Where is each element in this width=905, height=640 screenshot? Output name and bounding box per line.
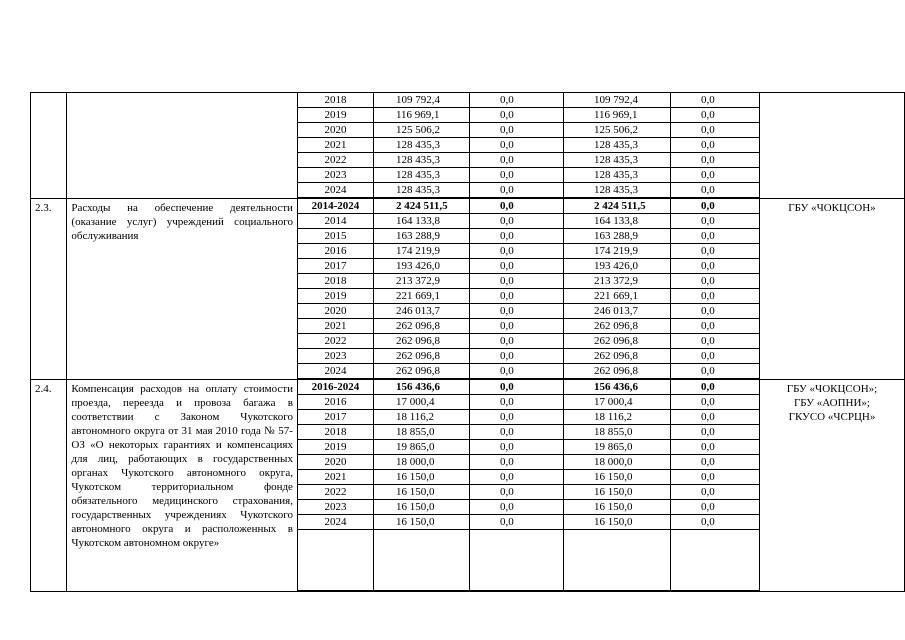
year-row — [298, 470, 759, 485]
executor-line: ГБУ «ЧОКЦСОН» — [788, 202, 876, 214]
value-cell: 0,0 — [469, 199, 563, 214]
total-cell: 262 096,8 — [373, 364, 469, 379]
value-cell: 16 150,0 — [563, 500, 670, 515]
executor-line: ГБУ «ЧОКЦСОН»; — [786, 383, 878, 395]
total-cell: 163 288,9 — [373, 229, 469, 244]
year-cell: 2022 — [298, 485, 374, 500]
total-cell: 128 435,3 — [373, 183, 469, 198]
value-cell: 16 150,0 — [563, 515, 670, 530]
value-cell: 193 426,0 — [563, 259, 670, 274]
year-cell: 2018 — [298, 93, 374, 108]
funding-values — [297, 93, 759, 199]
empty-cell — [373, 530, 469, 591]
year-cell: 2020 — [298, 123, 374, 138]
value-cell: 0,0 — [469, 183, 563, 198]
value-cell: 0,0 — [670, 123, 759, 138]
year-row — [298, 319, 759, 334]
total-cell: 174 219,9 — [373, 244, 469, 259]
value-cell: 0,0 — [469, 108, 563, 123]
value-cell: 0,0 — [469, 500, 563, 515]
value-cell: 0,0 — [670, 485, 759, 500]
year-row — [298, 515, 759, 530]
year-row — [298, 183, 759, 198]
total-cell: 16 150,0 — [373, 470, 469, 485]
value-cell: 0,0 — [469, 349, 563, 364]
empty-cell — [469, 530, 563, 591]
value-cell: 0,0 — [670, 319, 759, 334]
year-row — [298, 259, 759, 274]
executor — [759, 199, 904, 380]
empty-cell — [563, 530, 670, 591]
executor-line: ГКУСО «ЧСРЦН» — [788, 411, 876, 423]
year-cell: 2019 — [298, 440, 374, 455]
value-cell: 2 424 511,5 — [563, 199, 670, 214]
year-cell: 2023 — [298, 168, 374, 183]
total-cell: 116 969,1 — [373, 108, 469, 123]
year-cell: 2023 — [298, 349, 374, 364]
year-row — [298, 138, 759, 153]
value-cell: 0,0 — [469, 138, 563, 153]
value-cell: 0,0 — [469, 214, 563, 229]
year-cell: 2021 — [298, 319, 374, 334]
item-name — [67, 93, 298, 199]
total-cell: 2 424 511,5 — [373, 199, 469, 214]
total-cell: 16 150,0 — [373, 500, 469, 515]
total-cell: 164 133,8 — [373, 214, 469, 229]
value-cell: 128 435,3 — [563, 183, 670, 198]
item-name: Компенсация расходов на оплату стоимости проезда, переезда и провоза багажа в соответствии с Законом Чукотского автономного округа от 31 мая 2010 года № 57-ОЗ «О некоторых гарантиях и компенсациях для лиц, работающих в государственных органах Чукотского автономного округа, Чукотском территориальном фонде обязательного медицинского страхования, государственных учреждениях Чукотского автономного округа и расположенных в Чукотском автономном округе» — [67, 380, 298, 592]
value-cell: 0,0 — [670, 425, 759, 440]
value-cell: 0,0 — [670, 395, 759, 410]
year-row — [298, 410, 759, 425]
empty-row — [298, 530, 759, 591]
value-cell: 0,0 — [670, 410, 759, 425]
value-cell: 0,0 — [469, 380, 563, 395]
value-cell: 0,0 — [670, 153, 759, 168]
empty-cell — [670, 530, 759, 591]
executor-line: ГБУ «АОПНИ»; — [793, 397, 870, 409]
total-cell: 128 435,3 — [373, 153, 469, 168]
year-row — [298, 304, 759, 319]
value-cell: 0,0 — [469, 455, 563, 470]
value-cell: 0,0 — [469, 319, 563, 334]
item-number: 2.4. — [31, 380, 67, 592]
value-cell: 18 116,2 — [563, 410, 670, 425]
year-cell: 2017 — [298, 410, 374, 425]
value-cell: 0,0 — [670, 214, 759, 229]
total-cell: 246 013,7 — [373, 304, 469, 319]
year-cell: 2024 — [298, 183, 374, 198]
value-cell: 125 506,2 — [563, 123, 670, 138]
year-cell: 2022 — [298, 153, 374, 168]
year-cell: 2017 — [298, 259, 374, 274]
table-row — [31, 93, 905, 199]
year-cell: 2020 — [298, 304, 374, 319]
value-cell: 0,0 — [670, 500, 759, 515]
value-cell: 0,0 — [469, 470, 563, 485]
total-cell: 18 000,0 — [373, 455, 469, 470]
year-cell: 2016 — [298, 395, 374, 410]
value-cell: 0,0 — [670, 289, 759, 304]
total-cell: 262 096,8 — [373, 334, 469, 349]
value-cell: 16 150,0 — [563, 470, 670, 485]
total-cell: 221 669,1 — [373, 289, 469, 304]
total-cell: 19 865,0 — [373, 440, 469, 455]
total-cell: 262 096,8 — [373, 349, 469, 364]
item-number — [31, 93, 67, 199]
value-cell: 0,0 — [670, 380, 759, 395]
value-cell: 163 288,9 — [563, 229, 670, 244]
value-cell: 109 792,4 — [563, 93, 670, 108]
value-cell: 0,0 — [670, 108, 759, 123]
empty-cell — [298, 530, 374, 591]
value-cell: 0,0 — [670, 349, 759, 364]
value-cell: 19 865,0 — [563, 440, 670, 455]
year-cell: 2019 — [298, 108, 374, 123]
total-cell: 18 855,0 — [373, 425, 469, 440]
value-cell: 0,0 — [469, 515, 563, 530]
value-cell: 0,0 — [469, 425, 563, 440]
year-row — [298, 108, 759, 123]
total-cell: 128 435,3 — [373, 168, 469, 183]
value-cell: 0,0 — [670, 259, 759, 274]
year-row — [298, 425, 759, 440]
item-number: 2.3. — [31, 199, 67, 380]
total-cell: 109 792,4 — [373, 93, 469, 108]
value-cell: 0,0 — [670, 168, 759, 183]
value-cell: 128 435,3 — [563, 153, 670, 168]
value-cell: 128 435,3 — [563, 168, 670, 183]
year-row — [298, 199, 759, 214]
value-cell: 0,0 — [469, 229, 563, 244]
value-cell: 16 150,0 — [563, 485, 670, 500]
value-cell: 0,0 — [469, 153, 563, 168]
value-cell: 0,0 — [469, 123, 563, 138]
value-cell: 0,0 — [670, 183, 759, 198]
year-row — [298, 229, 759, 244]
year-row — [298, 395, 759, 410]
year-row — [298, 349, 759, 364]
value-cell: 0,0 — [469, 395, 563, 410]
total-cell: 16 150,0 — [373, 485, 469, 500]
year-cell: 2021 — [298, 470, 374, 485]
table-row — [31, 380, 905, 592]
value-cell: 0,0 — [670, 440, 759, 455]
value-cell: 156 436,6 — [563, 380, 670, 395]
year-cell: 2024 — [298, 515, 374, 530]
year-row — [298, 500, 759, 515]
value-cell: 221 669,1 — [563, 289, 670, 304]
year-row — [298, 123, 759, 138]
value-cell: 0,0 — [670, 364, 759, 379]
value-cell: 0,0 — [670, 229, 759, 244]
value-cell: 0,0 — [670, 138, 759, 153]
value-cell: 116 969,1 — [563, 108, 670, 123]
value-cell: 0,0 — [469, 440, 563, 455]
year-row — [298, 168, 759, 183]
year-cell: 2016 — [298, 244, 374, 259]
year-row — [298, 440, 759, 455]
year-row — [298, 214, 759, 229]
value-cell: 0,0 — [469, 244, 563, 259]
year-cell: 2021 — [298, 138, 374, 153]
year-cell: 2015 — [298, 229, 374, 244]
year-cell: 2023 — [298, 500, 374, 515]
total-cell: 125 506,2 — [373, 123, 469, 138]
total-cell: 17 000,4 — [373, 395, 469, 410]
value-cell: 0,0 — [469, 168, 563, 183]
value-cell: 262 096,8 — [563, 349, 670, 364]
year-cell: 2014 — [298, 214, 374, 229]
value-cell: 262 096,8 — [563, 334, 670, 349]
year-cell: 2014-2024 — [298, 199, 374, 214]
value-cell: 213 372,9 — [563, 274, 670, 289]
value-cell: 174 219,9 — [563, 244, 670, 259]
value-cell: 0,0 — [469, 304, 563, 319]
executor — [759, 380, 904, 592]
value-cell: 0,0 — [670, 244, 759, 259]
value-cell: 0,0 — [670, 334, 759, 349]
value-cell: 262 096,8 — [563, 364, 670, 379]
value-cell: 164 133,8 — [563, 214, 670, 229]
value-cell: 0,0 — [469, 410, 563, 425]
year-row — [298, 380, 759, 395]
year-row — [298, 153, 759, 168]
value-cell: 18 000,0 — [563, 455, 670, 470]
total-cell: 16 150,0 — [373, 515, 469, 530]
funding-values — [297, 199, 759, 380]
value-cell: 262 096,8 — [563, 319, 670, 334]
total-cell: 193 426,0 — [373, 259, 469, 274]
value-cell: 18 855,0 — [563, 425, 670, 440]
year-cell: 2019 — [298, 289, 374, 304]
executor — [759, 93, 904, 199]
value-cell: 0,0 — [670, 93, 759, 108]
program-funding-table — [30, 92, 905, 592]
year-row — [298, 334, 759, 349]
total-cell: 156 436,6 — [373, 380, 469, 395]
year-cell: 2016-2024 — [298, 380, 374, 395]
value-cell: 0,0 — [469, 274, 563, 289]
value-cell: 0,0 — [469, 289, 563, 304]
value-cell: 246 013,7 — [563, 304, 670, 319]
value-cell: 0,0 — [670, 470, 759, 485]
value-cell: 17 000,4 — [563, 395, 670, 410]
item-name: Расходы на обеспечение деятельности (оказание услуг) учреждений социального обслуживания — [67, 199, 298, 380]
funding-values — [297, 380, 759, 592]
year-row — [298, 485, 759, 500]
year-cell: 2022 — [298, 334, 374, 349]
value-cell: 0,0 — [469, 259, 563, 274]
year-cell: 2024 — [298, 364, 374, 379]
year-row — [298, 289, 759, 304]
total-cell: 18 116,2 — [373, 410, 469, 425]
value-cell: 0,0 — [469, 364, 563, 379]
table-row — [31, 199, 905, 380]
value-cell: 0,0 — [469, 485, 563, 500]
value-cell: 0,0 — [469, 93, 563, 108]
year-row — [298, 364, 759, 379]
value-cell: 0,0 — [670, 304, 759, 319]
total-cell: 262 096,8 — [373, 319, 469, 334]
value-cell: 0,0 — [670, 515, 759, 530]
value-cell: 0,0 — [670, 274, 759, 289]
year-cell: 2018 — [298, 425, 374, 440]
year-row — [298, 93, 759, 108]
value-cell: 128 435,3 — [563, 138, 670, 153]
value-cell: 0,0 — [670, 455, 759, 470]
value-cell: 0,0 — [670, 199, 759, 214]
total-cell: 213 372,9 — [373, 274, 469, 289]
total-cell: 128 435,3 — [373, 138, 469, 153]
year-cell: 2018 — [298, 274, 374, 289]
year-cell: 2020 — [298, 455, 374, 470]
value-cell: 0,0 — [469, 334, 563, 349]
year-row — [298, 455, 759, 470]
year-row — [298, 244, 759, 259]
year-row — [298, 274, 759, 289]
